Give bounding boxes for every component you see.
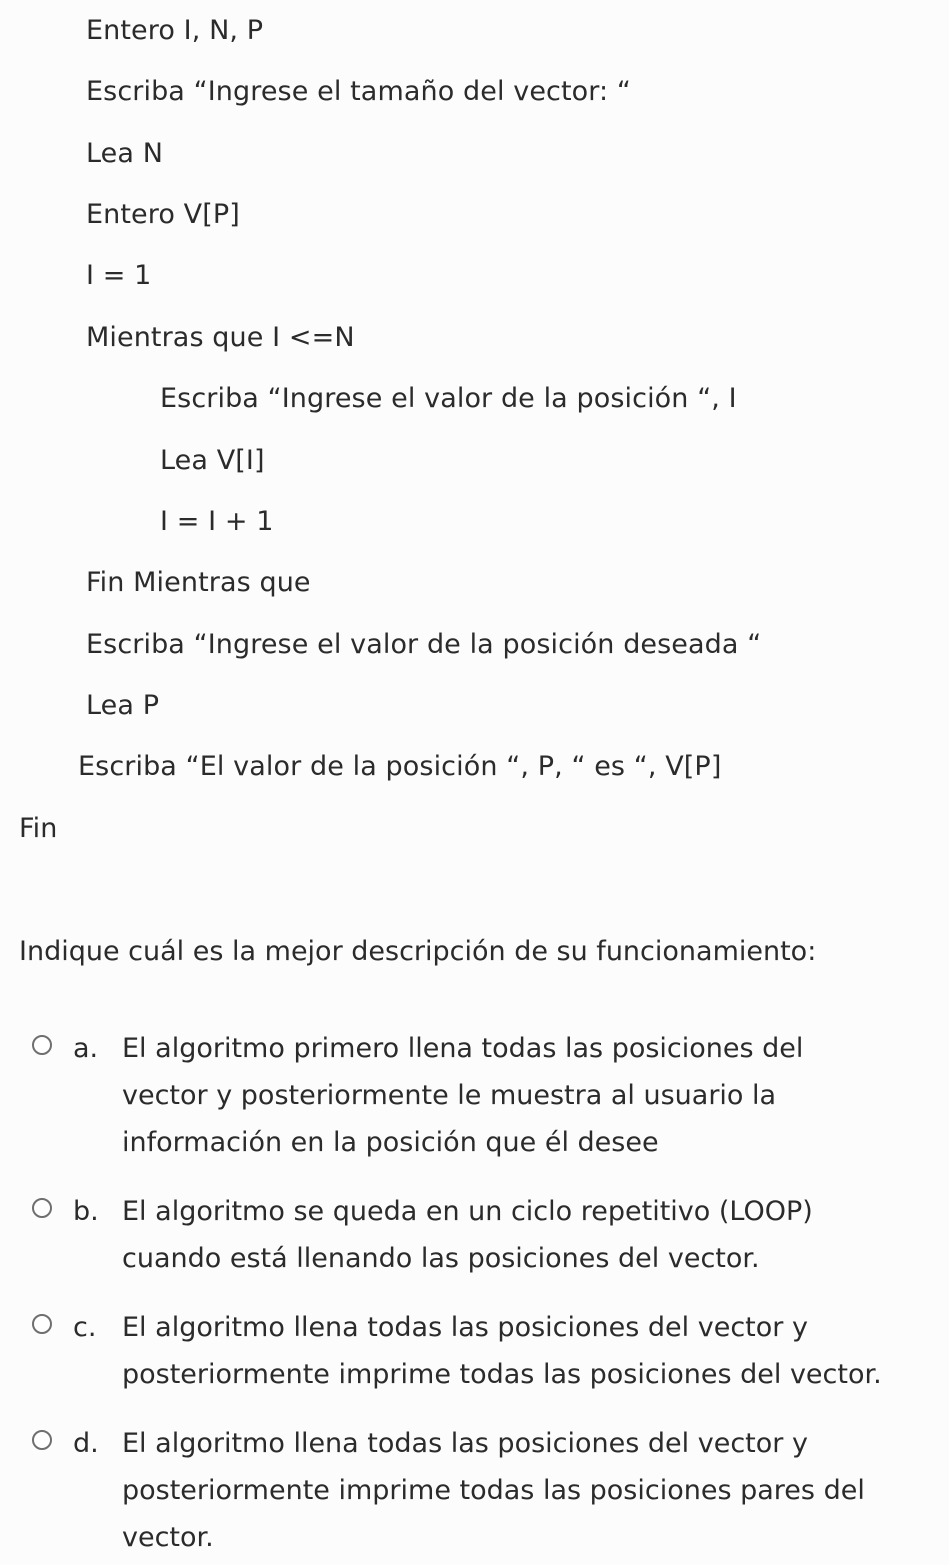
- code-line: Lea P: [86, 690, 160, 721]
- answer-option-d[interactable]: [32, 1420, 932, 1562]
- code-line: Escriba “El valor de la posición “, P, “ es “, V[P]: [78, 751, 722, 782]
- answer-text: El algoritmo llena todas las posiciones del vector y posteriormente imprime todas las posiciones pares del vector.: [122, 1428, 865, 1553]
- answer-option-c[interactable]: [32, 1304, 932, 1399]
- answer-text: El algoritmo se queda en un ciclo repetitivo (LOOP) cuando está llenando las posiciones del vector.: [122, 1196, 813, 1274]
- code-line: Escriba “Ingrese el tamaño del vector: “: [86, 76, 631, 107]
- answer-text: El algoritmo llena todas las posiciones del vector y posteriormente imprime todas las posiciones del vector.: [122, 1312, 882, 1390]
- code-line: I = 1: [86, 260, 152, 291]
- answer-letter: a.: [73, 1033, 99, 1064]
- radio-button[interactable]: [32, 1035, 52, 1055]
- radio-button[interactable]: [32, 1430, 52, 1450]
- answer-letter: c.: [73, 1312, 97, 1343]
- code-line: Entero I, N, P: [86, 15, 264, 46]
- code-line: Lea V[I]: [160, 445, 265, 476]
- question-prompt: Indique cuál es la mejor descripción de su funcionamiento:: [19, 936, 817, 967]
- radio-button[interactable]: [32, 1198, 52, 1218]
- answer-text: El algoritmo primero llena todas las posiciones del vector y posteriormente le muestra al usuario la información en la posición que él desee: [122, 1033, 804, 1158]
- code-line: Fin Mientras que: [86, 567, 311, 598]
- answer-letter: d.: [73, 1428, 99, 1459]
- answer-option-b[interactable]: [32, 1188, 932, 1283]
- code-line: Escriba “Ingrese el valor de la posición “, I: [160, 383, 737, 414]
- code-line: Lea N: [86, 138, 164, 169]
- code-line: Escriba “Ingrese el valor de la posición deseada “: [86, 629, 762, 660]
- answer-letter: b.: [73, 1196, 99, 1227]
- answer-option-a[interactable]: [32, 1025, 932, 1167]
- code-line: Entero V[P]: [86, 199, 240, 230]
- code-line: Mientras que I <=N: [86, 322, 355, 353]
- code-line: Fin: [19, 813, 58, 844]
- radio-button[interactable]: [32, 1314, 52, 1334]
- code-line: I = I + 1: [160, 506, 274, 537]
